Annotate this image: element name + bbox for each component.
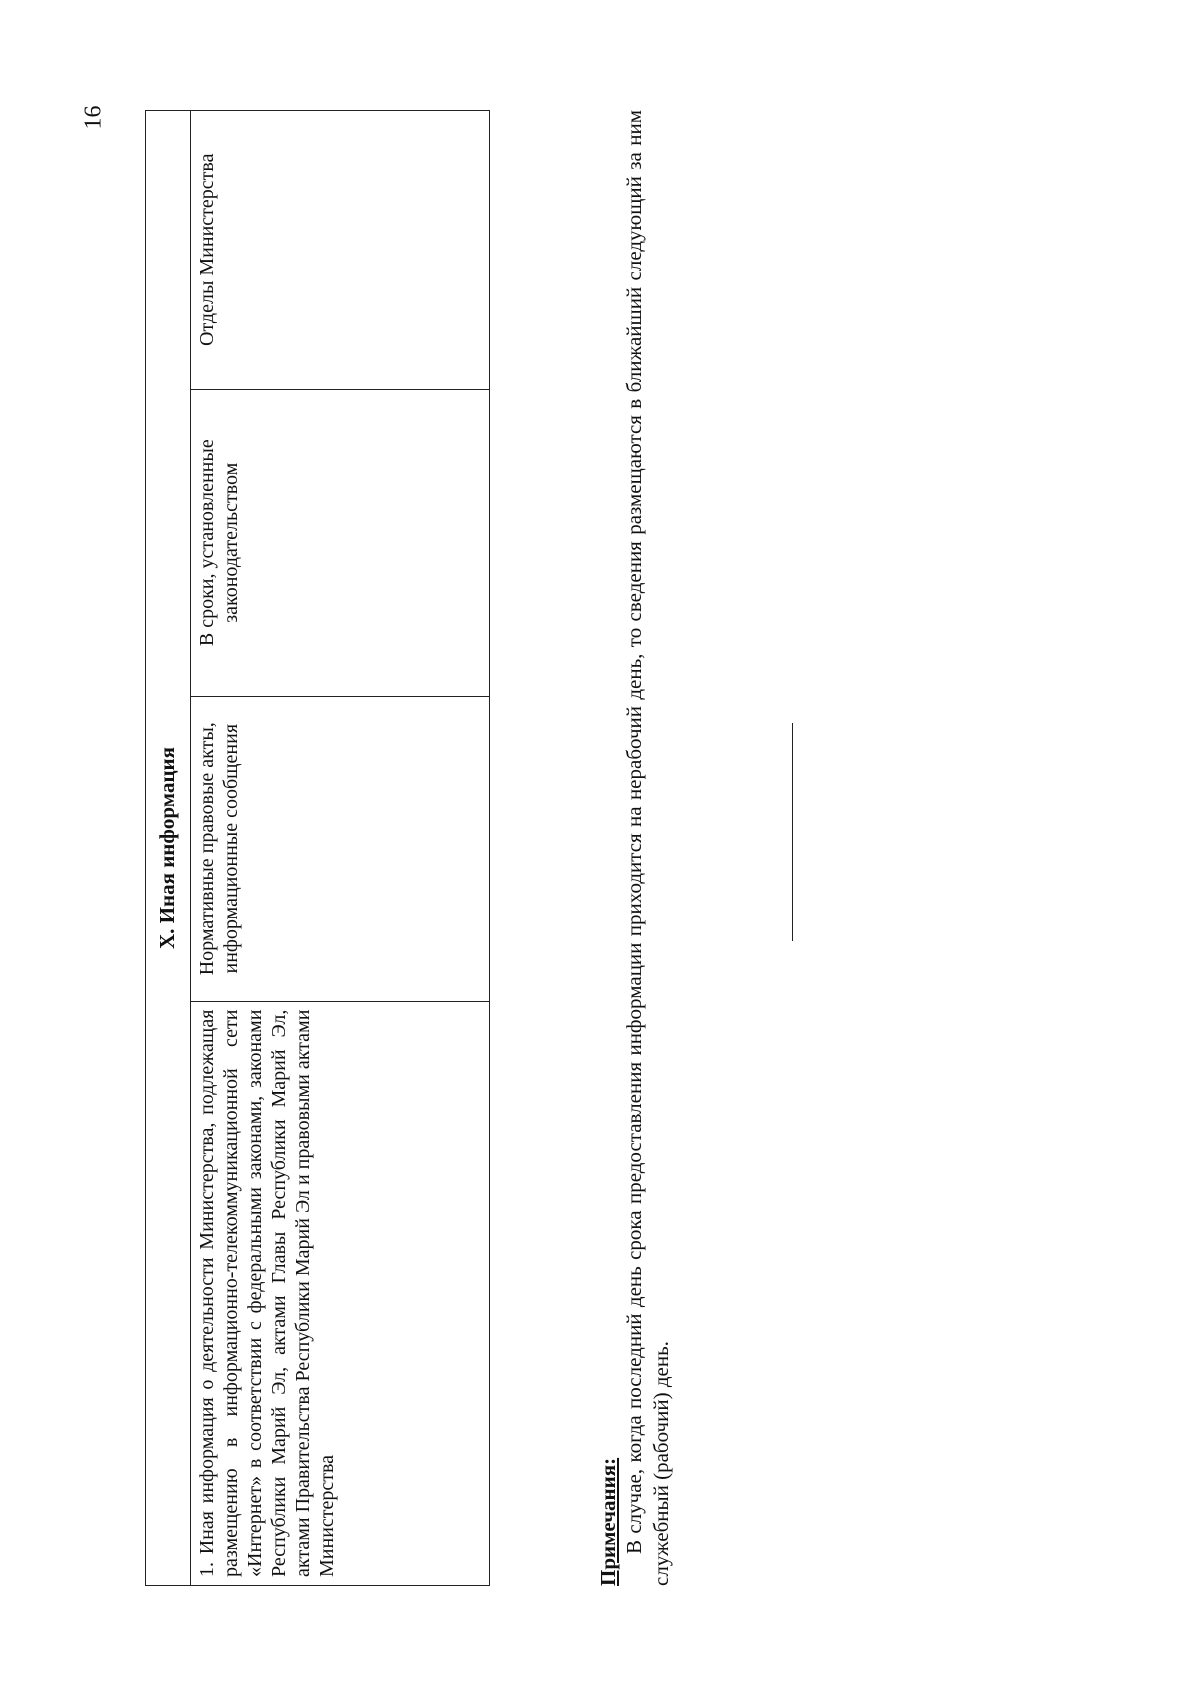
section-title: X. Иная информация: [146, 111, 191, 1586]
info-description-cell: 1. Иная информация о деятельности Министерства, подлежащая размещению в информационно-телекоммуникационной сети «Интернет» в соответствии с федеральными законами, законами Республики Марий Эл, актами Главы Республики Марий Эл, актами Правительства Республики Марий Эл и правовыми актами Министерства: [191, 1001, 490, 1585]
notes-text: В случае, когда последний день срока предоставления информации приходится на нерабочий день, то сведения размещаются в ближайший следующий за ним служебный (рабочий) день.: [622, 110, 673, 1586]
table-row: [191, 111, 490, 1586]
notes-title: Примечания:: [596, 1457, 620, 1586]
end-divider: [792, 723, 793, 941]
table-section-header-row: [146, 111, 191, 1586]
info-deadline-cell: В сроки, установленные законодательством: [191, 389, 490, 696]
info-table: [145, 110, 490, 1586]
info-form-cell: Нормативные правовые акты, информационные сообщения: [191, 696, 490, 1001]
notes-block: [595, 110, 674, 1586]
page-number: 16: [80, 105, 107, 130]
info-responsible-cell: Отделы Министерства: [191, 111, 490, 390]
